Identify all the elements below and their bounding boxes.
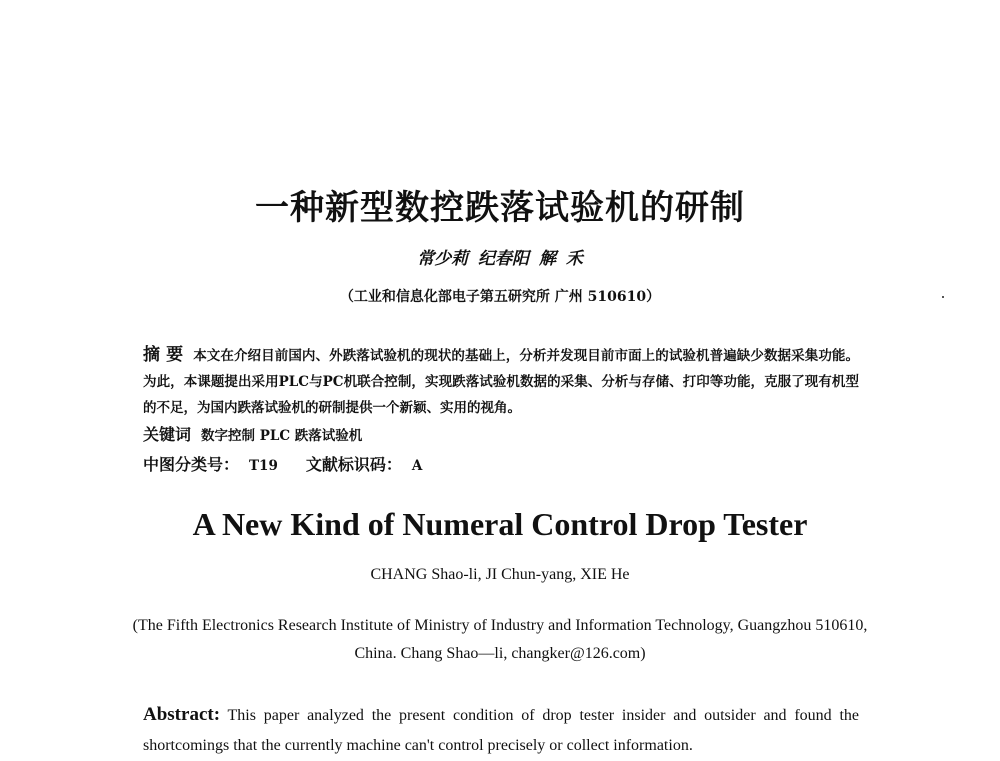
english-authors: CHANG Shao-li, JI Chun-yang, XIE He: [370, 566, 630, 583]
chinese-keywords: [143, 422, 362, 445]
chinese-classification: [143, 452, 422, 475]
chinese-abstract-text: 本文在介绍目前国内、外跌落试验机的现状的基础上，分析并发现目前市面上的试验机普遍缺少数据采集功能。为此，本课题提出采用PLC与PC机联合控制，实现跌落试验机数据的采集、分析与存储、打印等功能，克服了现有机型的不足，为国内跌落试验机的研制提供一个新颖、实用的视角。: [143, 348, 860, 416]
chinese-title: 一种新型数控跌落试验机的研制: [255, 188, 745, 228]
chinese-authors: 常少莉 纪春阳 解 禾: [417, 249, 583, 269]
classification-label: 中图分类号：: [143, 455, 240, 474]
english-affiliation: (The Fifth Electronics Research Institute of Ministry of Industry and Information Technology, Guangzhou 510610, China. Chang Shao—li, changker@126.com): [132, 617, 868, 662]
document-code-label: 文献标识码：: [305, 455, 402, 474]
chinese-affiliation: （工业和信息化部电子第五研究所 广州 510610）: [339, 289, 661, 305]
classification-value: T19: [249, 458, 278, 474]
english-title: A New Kind of Numeral Control Drop Tester: [192, 506, 808, 542]
english-abstract-text: This paper analyzed the present condition of drop tester insider and outsider and found the shortcomings that the currently machine can't control precisely or collect information.: [143, 707, 859, 754]
chinese-keywords-label: 关键词: [143, 425, 192, 444]
chinese-abstract: [143, 342, 859, 421]
chinese-keywords-text: 数字控制 PLC 跌落试验机: [201, 428, 363, 444]
scan-speck: [942, 296, 944, 298]
chinese-abstract-label: 摘 要: [143, 345, 184, 365]
document-code-value: A: [411, 458, 423, 474]
english-abstract-label: Abstract:: [143, 704, 221, 725]
english-abstract: [143, 700, 859, 761]
